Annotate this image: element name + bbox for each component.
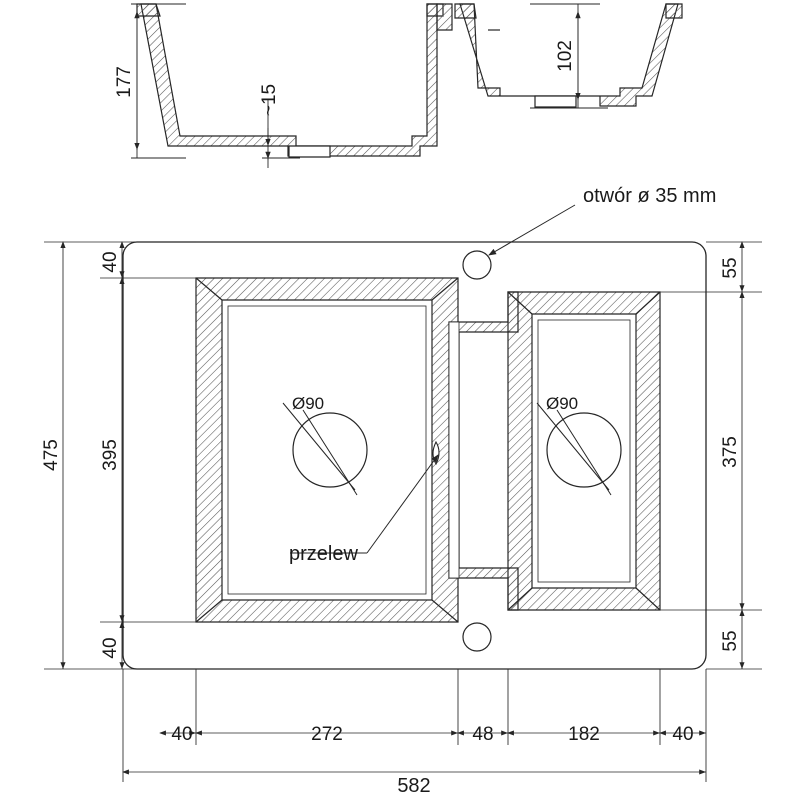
callout-drain-left: Ø90 [292,394,325,413]
dimension-right-bowl-width: 182 [568,724,600,745]
dimension-top-margin-right: 55 [720,257,741,279]
section-view-geometry [137,4,682,160]
callout-overflow: przelew [289,543,358,565]
dimension-bottom-margin: 40 [100,637,121,659]
dimension-bottom-margin-right: 55 [720,630,741,652]
dimension-depth-right-bowl: 102 [555,40,576,72]
dimension-right-margin: 40 [672,724,694,745]
dimension-overall-width: 582 [397,775,431,797]
dimension-left-margin: 40 [171,724,193,745]
dimension-wall-thickness: ~15 [259,83,280,117]
dimension-depth-left-bowl: 177 [114,66,135,98]
dimension-top-margin: 40 [100,251,121,273]
dimension-overall-depth: 475 [41,439,62,471]
callout-drain-right: Ø90 [546,394,579,413]
dimension-divider-width: 48 [472,724,494,745]
dimension-bowl-inner-height: 395 [100,439,121,471]
dimension-left-bowl-width: 272 [311,724,343,745]
dimension-right-bowl-height: 375 [720,436,741,468]
top-view-geometry [123,242,706,669]
callout-tap-hole: otwór ø 35 mm [583,185,717,207]
